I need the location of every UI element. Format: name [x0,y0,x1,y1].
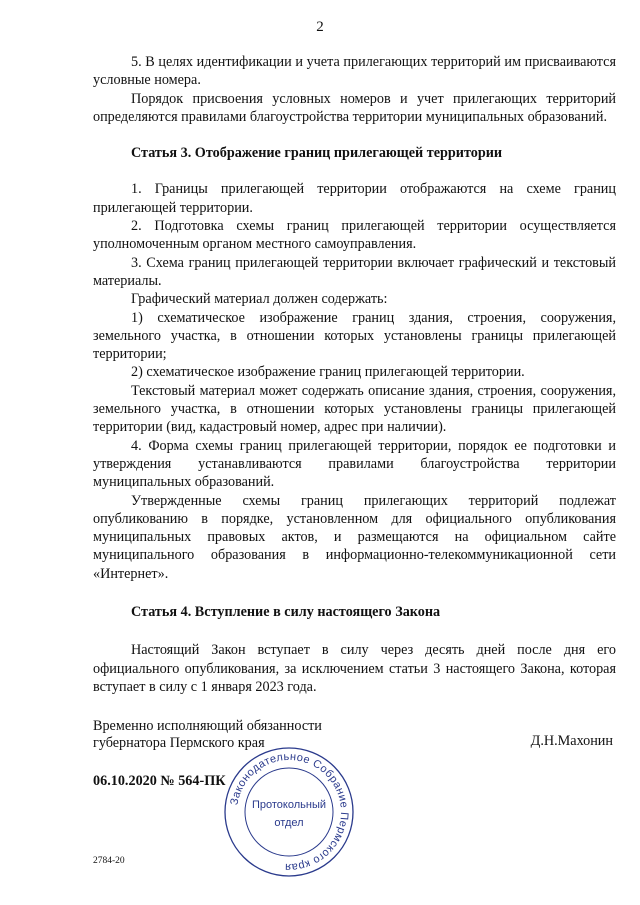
article-3-paragraph: 4. Форма схемы границ прилегающей территории, порядок ее подготовки и утверждения устанавливаются правилами благоустройства территории муниципальных образований. [93,437,616,491]
article-4-paragraph: Настоящий Закон вступает в силу через десять дней после дня его официального опубликования, за исключением статьи 3 настоящего Закона, которая вступает в силу с 1 января 2023 года. [93,642,616,695]
article-3-paragraph: 2. Подготовка схемы границ прилегающей территории осуществляется уполномоченным органом местного самоуправления. [93,218,616,253]
date-and-number: 06.10.2020 № 564-ПК [93,773,226,789]
page-number: 2 [316,19,324,35]
article-3-paragraph: Текстовый материал может содержать описание здания, строения, сооружения, земельного участка, в отношении которых установлены границы прилегающей территории (вид, кадастровый номер, адрес при наличии). [93,382,616,436]
article-3-heading: Статья 3. Отображение границ прилегающей территории [131,145,503,162]
article-3-paragraph: 3. Схема границ прилегающей территории включает графический и текстовый материалы. [93,254,616,289]
stamp-outer-ring [225,748,353,876]
article-4-heading: Статья 4. Вступление в силу настоящего Закона [131,604,441,621]
article-3-paragraph: Утвержденные схемы границ прилегающих территорий подлежат опубликованию в порядке, установленном для официального опубликования муниципальных правовых актов, и размещаются на официальном сайте муниципального образования в информационно-телекоммуникационной сети «Интернет». [93,492,616,582]
signatory-title-line: Временно исполняющий обязанности [93,718,322,734]
document-body [93,53,616,696]
registration-code: 2784-20 [93,856,125,866]
stamp-inner-ring [245,768,333,856]
article-3-paragraph: 1. Границы прилегающей территории отображаются на схеме границ прилегающей территории. [93,181,616,216]
stamp-ring-text: Законодательное Собрание Пермского края [228,750,351,874]
article-3-paragraph: Графический материал должен содержать: [131,291,388,308]
article-3-paragraph: 2) схематическое изображение границ прилегающей территории. [131,364,525,381]
stamp-center-text: отдел [274,817,304,829]
article-3-paragraph: 1) схематическое изображение границ здания, строения, сооружения, земельного участка, в отношении которых установлены границы прилегающей территории; [93,309,616,363]
signatory-name: Д.Н.Махонин [530,733,613,749]
stamp-center-text: Протокольный [251,799,327,811]
paragraph: Порядок присвоения условных номеров и учет прилегающих территорий определяются правилами благоустройства территории муниципальных образований. [93,90,616,125]
signatory-title-line: губернатора Пермского края [93,735,265,751]
official-stamp [222,745,356,879]
paragraph: 5. В целях идентификации и учета прилегающих территорий им присваиваются условные номера. [93,54,616,89]
